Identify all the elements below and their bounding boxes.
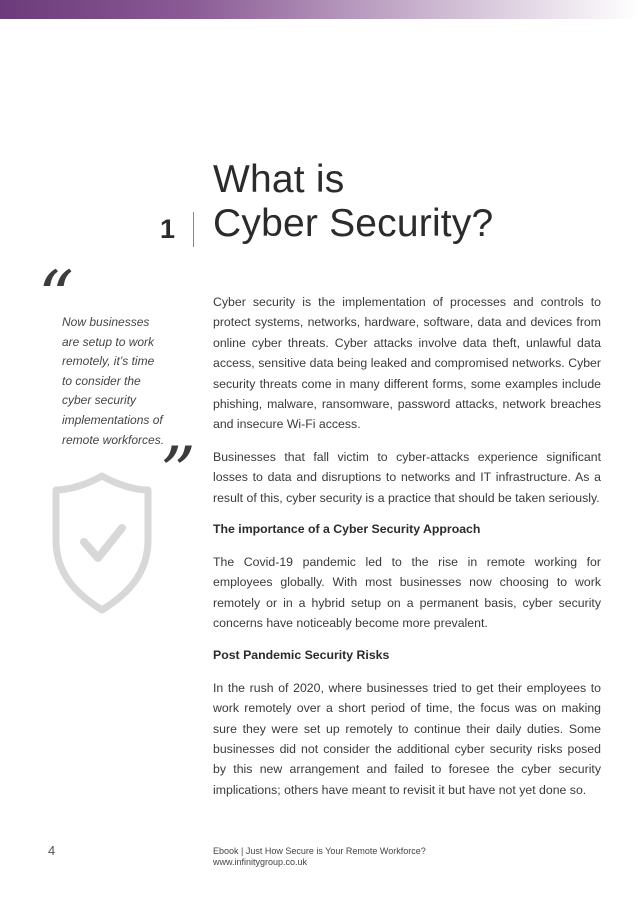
paragraph: The Covid-19 pandemic led to the rise in remote working for employees globally. With most businesses now choosing to work remotely or in a hybrid setup on a permanent basis, cyber security concerns have noticeably become more prevalent. (213, 555, 601, 631)
shield-check-icon (48, 470, 156, 615)
chapter-title (213, 158, 493, 246)
page-number: 4 (48, 843, 56, 858)
footer-url-link[interactable]: www.infinitygroup.co.uk (213, 857, 308, 867)
section-heading: The importance of a Cyber Security Approach (213, 522, 481, 537)
pull-quote-line: remotely, it’s time (62, 354, 155, 369)
pull-quote-line: cyber security (62, 393, 137, 408)
paragraph: Cyber security is the implementation of processes and controls to protect systems, networks, hardware, software, data and devices from online cyber threats. Cyber attacks involve data theft, unlawful data access, sensitive data being leaked and compromised networks. Cyber security threats come in many different forms, some examples include phishing, malware, ransomware, password attacks, network breaches and insecure Wi-Fi access. (213, 295, 601, 432)
footer-ebook-title: Ebook | Just How Secure is Your Remote Workforce? (213, 846, 426, 856)
pull-quote-line: implementations of (62, 412, 163, 427)
quote-open-mark: “ (38, 256, 74, 338)
paragraph: Businesses that fall victim to cyber-attacks experience significant losses to data and disruptions to networks and IT infrastructure. As a result of this, cyber security is a practice that should be taken seriously. (213, 449, 601, 505)
quote-close-mark: ” (160, 432, 196, 514)
chapter-title-line2: Cyber Security? (213, 202, 494, 245)
body-content (213, 292, 601, 812)
footer (213, 846, 426, 868)
chapter-divider (193, 212, 194, 247)
pull-quote-line: Now businesses (62, 315, 150, 329)
pull-quote-line: remote workforces. (62, 432, 165, 447)
chapter-number: 1 (160, 214, 176, 244)
pull-quote-line: to consider the (62, 373, 141, 388)
section-heading: Post Pandemic Security Risks (213, 647, 390, 662)
pull-quote-line: are setup to work (62, 334, 155, 349)
chapter-title-line1: What is (213, 158, 345, 201)
paragraph: In the rush of 2020, where businesses tried to get their employees to work remotely over a short period of time, the focus was on making sure they were set up remotely to continue their daily duties. Some businesses did not consider the additional cyber security risks posed by this new arrangement and failed to foresee the cyber security implications; others have meant to revisit it but have not yet done so. (213, 680, 601, 797)
header-accent-bar (0, 0, 638, 19)
pull-quote (62, 313, 182, 450)
